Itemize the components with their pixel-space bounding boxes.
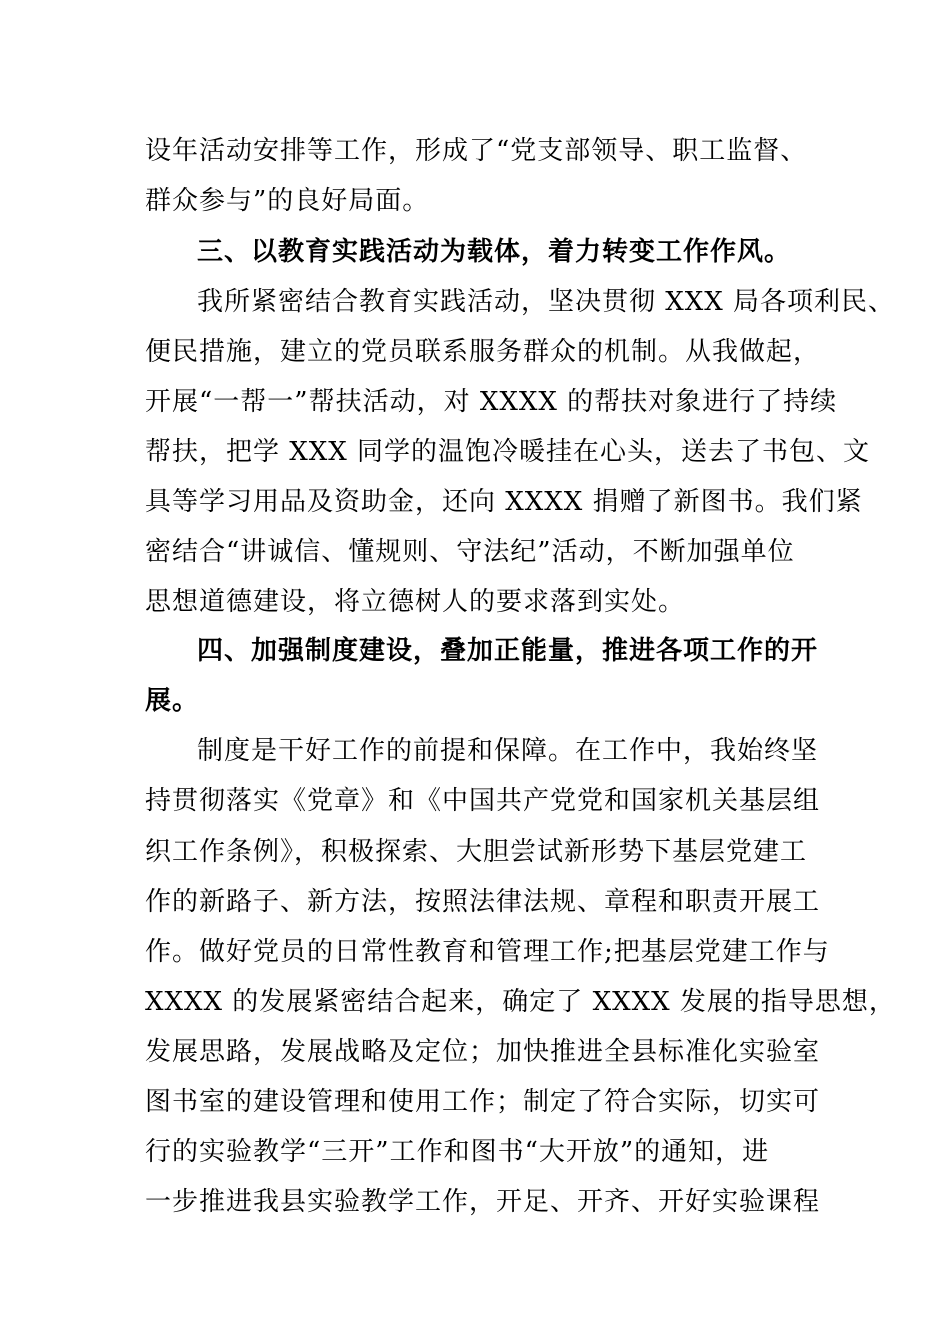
paragraph-line: 织工作条例》，积极探索、大胆尝试新形势下基层党建工 <box>145 837 808 867</box>
paragraph-line: 具等学习用品及资助金，还向 XXXX 捐赠了新图书。我们紧 <box>145 487 863 517</box>
section-heading-4-continued: 展。 <box>145 686 200 716</box>
section-heading-4: 四、加强制度建设，叠加正能量，推进各项工作的开 <box>197 636 819 666</box>
paragraph-line: 群众参与”的良好局面。 <box>145 186 430 216</box>
paragraph-line: 一步推进我县实验教学工作，开足、开齐、开好实验课程 <box>145 1187 821 1217</box>
paragraph-line: 作。做好党员的日常性教育和管理工作;把基层党建工作与 <box>145 937 830 967</box>
paragraph-line: 作的新路子、新方法，按照法律法规、章程和职责开展工 <box>145 887 821 917</box>
section-heading-3: 三、以教育实践活动为载体，着力转变工作作风。 <box>197 237 792 267</box>
paragraph-line: 便民措施，建立的党员联系服务群众的机制。从我做起， <box>145 337 821 367</box>
paragraph-line: 思想道德建设，将立德树人的要求落到实处。 <box>145 587 686 617</box>
paragraph-line: 密结合“讲诚信、懂规则、守法纪”活动，不断加强单位 <box>145 537 795 567</box>
paragraph-line: 制度是干好工作的前提和保障。在工作中，我始终坚 <box>197 736 819 766</box>
paragraph-line: 帮扶，把学 XXX 同学的温饱冷暖挂在心头，送去了书包、文 <box>145 437 871 467</box>
paragraph-line: 发展思路，发展战略及定位；加快推进全县标准化实验室 <box>145 1037 821 1067</box>
paragraph-line: XXXX 的发展紧密结合起来，确定了 XXXX 发展的指导思想， <box>145 987 896 1017</box>
paragraph-line: 行的实验教学“三开”工作和图书“大开放”的通知，进 <box>145 1137 770 1167</box>
paragraph-line: 我所紧密结合教育实践活动，坚决贯彻 XXX 局各项利民、 <box>197 287 896 317</box>
paragraph-line: 设年活动安排等工作，形成了“党支部领导、职工监督、 <box>145 136 808 166</box>
paragraph-line: 图书室的建设管理和使用工作；制定了符合实际，切实可 <box>145 1087 821 1117</box>
paragraph-line: 开展“一帮一”帮扶活动，对 XXXX 的帮扶对象进行了持续 <box>145 387 838 417</box>
paragraph-line: 持贯彻落实《党章》和《中国共产党党和国家机关基层组 <box>145 786 821 816</box>
